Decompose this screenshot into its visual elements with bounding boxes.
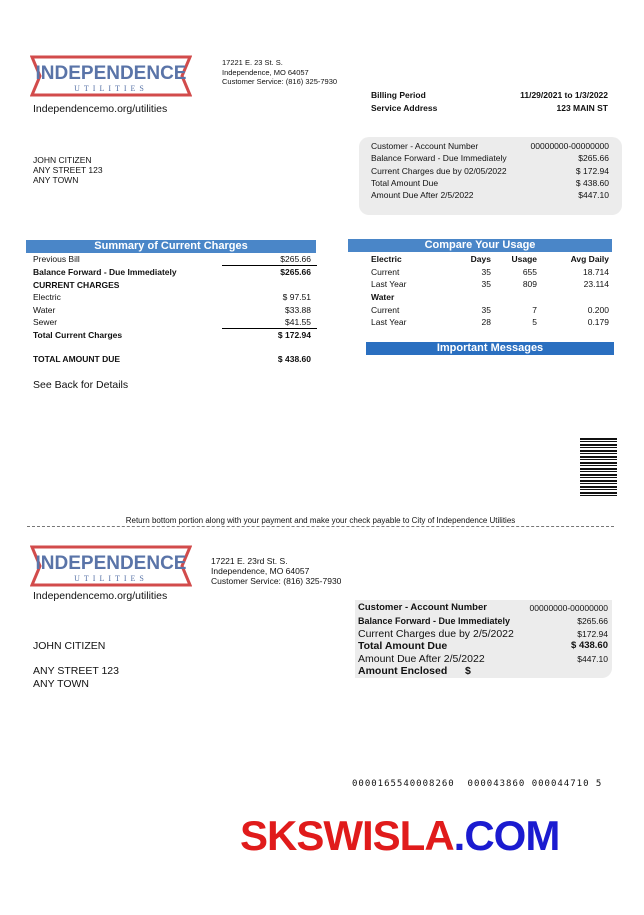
water-heading: Water: [371, 292, 395, 302]
see-back-note: See Back for Details: [33, 379, 129, 391]
website-link-stub[interactable]: Independencemo.org/utilities: [33, 590, 168, 602]
usage-column-headers: Electric Days Usage Avg Daily: [371, 254, 609, 264]
account-box-row: Balance Forward - Due Immediately $265.66: [371, 153, 609, 163]
website-link[interactable]: Independencemo.org/utilities: [33, 103, 168, 115]
stub-row: Total Amount Due $ 438.60: [358, 640, 608, 652]
account-box-row: Amount Due After 2/5/2022 $447.10: [371, 190, 609, 200]
customer-address: JOHN CITIZEN ANY STREET 123 ANY TOWN: [33, 155, 103, 185]
logo-title: INDEPENDENCE: [35, 553, 187, 574]
important-messages-header: Important Messages: [366, 342, 614, 355]
return-instruction: Return bottom portion along with your payment and make your check payable to City of Independence Utilities: [125, 516, 516, 525]
billing-period-value: 11/29/2021 to 1/3/2022: [520, 90, 608, 100]
logo-title: INDEPENDENCE: [35, 63, 187, 84]
company-address-stub: 17221 E. 23rd St. S. Independence, MO 64057 Customer Service: (816) 325-7930: [211, 556, 342, 586]
current-charges-heading: CURRENT CHARGES: [33, 280, 120, 290]
total-amount-due-row: TOTAL AMOUNT DUE $ 438.60: [33, 354, 311, 364]
stub-customer-address: ANY STREET 123 ANY TOWN: [33, 665, 119, 690]
charge-row-sewer: Sewer $41.55: [33, 317, 311, 327]
company-address: 17221 E. 23 St. S. Independence, MO 64057 Customer Service: (816) 325-7930: [222, 58, 338, 86]
balance-forward-row: Balance Forward - Due Immediately $265.66: [33, 267, 311, 277]
stub-row: Amount Due After 2/5/2022 $447.10: [358, 653, 608, 665]
service-address-value: 123 MAIN ST: [556, 103, 608, 113]
usage-row: Last Year 35 809 23.114: [371, 279, 609, 289]
stub-row: Customer - Account Number 00000000-00000000: [358, 602, 608, 613]
usage-row: Current 35 655 18.714: [371, 267, 609, 277]
amount-enclosed-row: Amount Enclosed $: [358, 665, 471, 677]
independence-utilities-logo: [30, 55, 192, 97]
stub-row: Current Charges due by 2/5/2022 $172.94: [358, 628, 608, 640]
account-box-row: Total Amount Due $ 438.60: [371, 178, 609, 188]
barcode: [580, 438, 617, 497]
stub-customer-name: JOHN CITIZEN: [33, 640, 106, 652]
micr-line: 0000165540008260 000043860 000044710 5: [352, 779, 603, 789]
watermark: SKSWISLA.COM: [240, 812, 560, 859]
account-box-row: Customer - Account Number 00000000-00000000: [371, 141, 609, 151]
usage-row: Current 35 7 0.200: [371, 305, 609, 315]
usage-header: Compare Your Usage: [348, 239, 612, 252]
account-box-row: Current Charges due by 02/05/2022 $ 172.94: [371, 166, 609, 176]
usage-row: Last Year 28 5 0.179: [371, 317, 609, 327]
independence-utilities-logo-stub: [30, 545, 192, 587]
logo-subtitle: UTILITIES: [74, 84, 148, 93]
previous-bill-row: Previous Bill $265.66: [33, 254, 311, 264]
charge-row-water: Water $33.88: [33, 305, 311, 315]
service-address-label: Service Address: [371, 103, 438, 113]
billing-period-label: Billing Period: [371, 90, 426, 100]
summary-header: Summary of Current Charges: [26, 240, 316, 253]
charge-row-electric: Electric $ 97.51: [33, 292, 311, 302]
tear-line: [27, 526, 614, 527]
total-current-charges-row: Total Current Charges $ 172.94: [33, 330, 311, 340]
stub-row: Balance Forward - Due Immediately $265.66: [358, 616, 608, 626]
logo-subtitle: UTILITIES: [74, 574, 148, 583]
